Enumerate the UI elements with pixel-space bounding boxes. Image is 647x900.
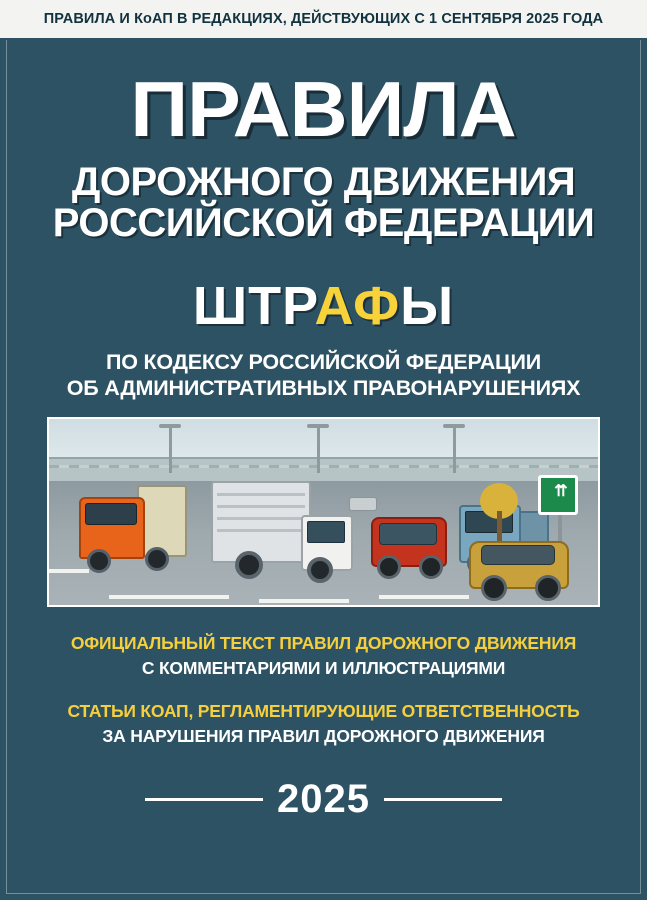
- road-marking: [49, 569, 89, 573]
- year-rule-left: [145, 798, 263, 801]
- road-marking: [259, 599, 349, 603]
- footer-line-3: СТАТЬИ КОАП, РЕГЛАМЕНТИРУЮЩИЕ ОТВЕТСТВЕННОСТЬ: [67, 701, 580, 722]
- footer-line-4: ЗА НАРУШЕНИЯ ПРАВИЛ ДОРОЖНОГО ДВИЖЕНИЯ: [102, 726, 545, 747]
- edition-banner-text: ПРАВИЛА И КоАП В РЕДАКЦИЯХ, ДЕЙСТВУЮЩИХ С 1 СЕНТЯБРЯ 2025 ГОДА: [43, 11, 604, 27]
- cover-footer: [68, 633, 580, 747]
- year-block: [145, 777, 502, 822]
- distant-car: [349, 497, 377, 511]
- street-lamp-icon: [317, 427, 320, 473]
- cover-content: [0, 38, 647, 900]
- cover-illustration: [47, 417, 600, 607]
- fines-heading-part2: Ы: [400, 275, 455, 336]
- gold-suv-window: [481, 545, 555, 565]
- fines-heading: [193, 275, 454, 337]
- page-subtitle-line1: ДОРОЖНОГО ДВИЖЕНИЯ: [71, 159, 576, 204]
- tree-trunk: [497, 511, 502, 543]
- fines-subtitle-line2: ОБ АДМИНИСТРАТИВНЫХ ПРАВОНАРУШЕНИЯХ: [66, 376, 581, 401]
- fines-subtitle-line1: ПО КОДЕКСУ РОССИЙСКОЙ ФЕДЕРАЦИИ: [105, 349, 542, 374]
- edition-banner: [0, 0, 647, 40]
- orange-truck-windshield: [85, 503, 137, 525]
- fines-subtitle: [67, 349, 581, 401]
- page-subtitle-line2: РОССИЙСКОЙ ФЕДЕРАЦИИ: [52, 201, 595, 246]
- page-title: ПРАВИЛА: [130, 65, 517, 153]
- footer-line-2: С КОММЕНТАРИЯМИ И ИЛЛЮСТРАЦИЯМИ: [141, 658, 506, 679]
- white-truck-windshield: [307, 521, 345, 543]
- year-rule-right: [384, 798, 502, 801]
- fines-heading-part1: ШТР: [192, 275, 315, 336]
- street-lamp-icon: [453, 427, 456, 473]
- footer-line-1: ОФИЦИАЛЬНЫЙ ТЕКСТ ПРАВИЛ ДОРОЖНОГО ДВИЖЕНИЯ: [70, 633, 577, 654]
- white-truck-cargo-box: [211, 481, 311, 563]
- road-sign-glyph-icon: ⇈: [554, 483, 568, 501]
- road-marking: [109, 595, 229, 599]
- fines-heading-highlight: АФ: [314, 275, 401, 336]
- street-lamp-icon: [169, 427, 172, 473]
- red-suv-window: [379, 523, 437, 545]
- year-label: 2025: [277, 777, 370, 822]
- road-marking: [379, 595, 469, 599]
